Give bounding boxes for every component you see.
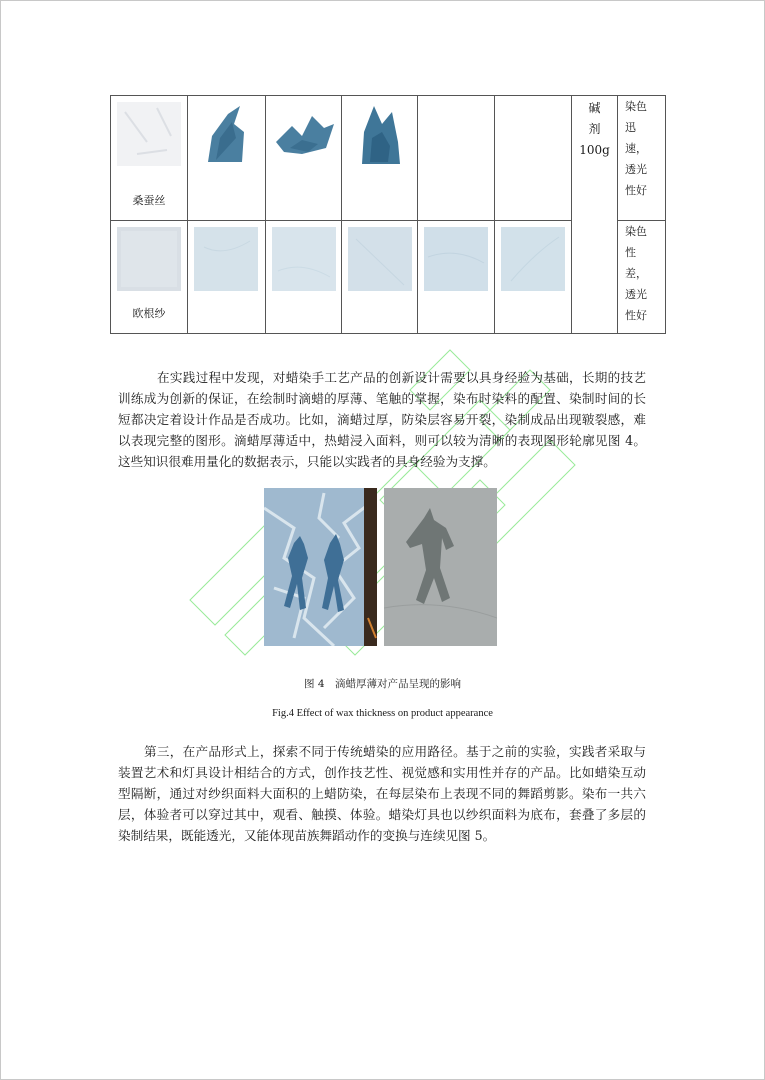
figure-caption-chinese: 图 4 滴蜡厚薄对产品呈现的影响 — [303, 678, 462, 690]
result-text: 透光 — [625, 288, 647, 301]
sample-cell — [418, 221, 495, 334]
dyed-silk-swatch — [348, 102, 412, 166]
fabric-name-organza: 欧根纱 — [132, 307, 166, 320]
sample-cell — [188, 96, 266, 221]
alkali-cell — [572, 96, 618, 334]
dyed-silk-swatch — [194, 102, 258, 166]
result-text: 性好 — [625, 184, 647, 197]
result-cell — [618, 221, 666, 334]
result-text: 差， — [625, 267, 647, 280]
pale-organza-swatch — [424, 227, 488, 291]
result-text: 性好 — [625, 309, 647, 322]
result-text: 染色 — [625, 225, 647, 238]
body-paragraph: 第三，在产品形式上，探索不同于传统蜡染的应用路径。基于之前的实验，实践者采取与装置艺术和灯具设计相结合的方式，创作技艺性、视觉感和实用性并存的产品。比如蜡染互动型隔断，通过对纱织面料大面积的上蜡防染，在每层染布上表现不同的舞蹈剪影。染布一共六层，体验者可以穿过其中，观看、触摸、体验。蜡染灯具也以纱织面料为底布，套叠了多层的染制结果，既能透光，又能体现苗族舞蹈动作的变换与连续见图 5。 — [118, 744, 646, 843]
result-text: 迅 — [625, 121, 636, 134]
body-paragraph: 在实践过程中发现，对蜡染手工艺产品的创新设计需要以具身经验为基础，长期的技艺训练成为创新的保证，在绘制时滴蜡的厚薄、笔触的掌握，染布时染料的配置、染制时间的长短都决定着设计作品是否成功。比如，滴蜡过厚，防染层容易开裂，染制成品出现皲裂感，难以表现完整的图形。滴蜡厚薄适中，热蜡浸入面料，则可以较为清晰的表现图形轮廓见图 4。这些知识很难用量化的数据表示，只能以实践者的具身经验为支撑。 — [118, 370, 646, 469]
plain-organza-swatch — [117, 227, 181, 291]
alkali-amount: 100g — [579, 143, 610, 157]
pale-organza-swatch — [348, 227, 412, 291]
sample-cell — [266, 96, 342, 221]
experiment-table — [110, 95, 666, 334]
result-text: 染色 — [625, 100, 647, 113]
empty-cell — [418, 96, 495, 221]
figure-thick-wax-photo — [264, 488, 377, 646]
sample-cell — [111, 96, 188, 221]
sample-cell — [342, 96, 418, 221]
sample-cell — [342, 221, 418, 334]
sample-cell — [495, 221, 572, 334]
result-text: 性 — [625, 246, 636, 259]
pale-organza-swatch — [501, 227, 565, 291]
fabric-name-mulberry-silk: 桑蚕丝 — [132, 194, 166, 207]
pale-organza-swatch — [194, 227, 258, 291]
dyed-silk-swatch — [272, 102, 336, 166]
table-row — [111, 96, 666, 221]
sample-cell — [111, 221, 188, 334]
figure-caption-english: Fig.4 Effect of wax thickness on product appearance — [272, 708, 493, 719]
figure-moderate-wax-photo — [384, 488, 497, 646]
sample-cell — [266, 221, 342, 334]
result-cell — [618, 96, 666, 221]
pale-organza-swatch — [272, 227, 336, 291]
alkali-line: 剂 — [588, 122, 601, 136]
alkali-line: 碱 — [588, 101, 601, 115]
plain-silk-swatch — [117, 102, 181, 166]
result-text: 透光 — [625, 163, 647, 176]
sample-cell — [188, 221, 266, 334]
empty-cell — [495, 96, 572, 221]
result-text: 速， — [625, 142, 647, 155]
